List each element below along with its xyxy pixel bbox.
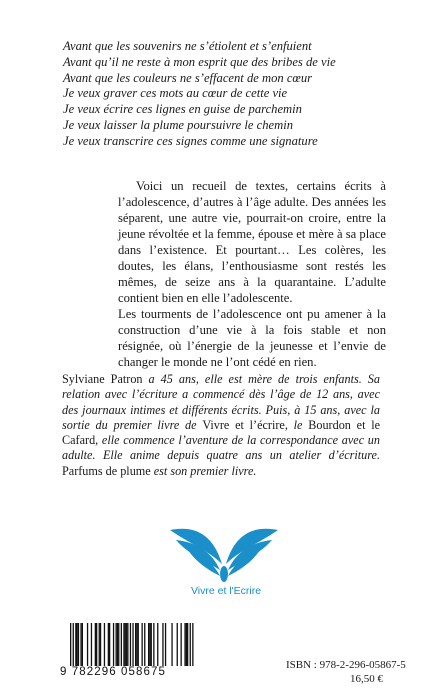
barcode-bar xyxy=(100,623,101,667)
barcode-bar xyxy=(171,623,172,667)
barcode-bar xyxy=(123,623,124,667)
barcode-bar xyxy=(75,623,76,667)
author-name: Sylviane Patron xyxy=(62,372,143,386)
poem-line: Avant qu’il ne reste à mon esprit que des bribes de vie xyxy=(63,54,336,69)
author-bio xyxy=(62,372,380,479)
barcode-bar xyxy=(87,623,88,667)
book-title: Parfums de plume xyxy=(62,463,151,478)
barcode-bar xyxy=(126,623,127,667)
barcode-bar xyxy=(109,623,110,667)
poem-line: Avant que les couleurs ne s’effacent de mon cœur xyxy=(63,70,313,85)
bio-text: a 45 ans, elle est mère de trois enfants. Sa relation avec l’écriture a commencé dès l’âge de 12 ans, avec des journaux intimes et différents écrits. Puis, à 15 ans, avec la sortie du premier livre de xyxy=(62,372,380,432)
publisher-logo-icon xyxy=(168,524,280,584)
barcode-bar xyxy=(135,623,136,667)
barcode-bar xyxy=(117,623,118,667)
barcode-bar xyxy=(142,623,143,667)
barcode-bar xyxy=(116,623,117,667)
barcode-bar xyxy=(151,623,152,667)
barcode-bar xyxy=(113,623,114,667)
barcode-bar xyxy=(138,623,139,667)
barcode-bar xyxy=(118,623,119,667)
barcode-bar xyxy=(99,623,100,667)
barcode-bar xyxy=(162,623,163,667)
barcode-bar xyxy=(77,623,78,667)
intro-paragraph: Les tourments de l’adolescence ont pu amener à la construction d’une vie à la fois stable et non résignée, où l’énergie de la jeunesse et l’envie de changer le monde ne l’ont cédé en rien. xyxy=(118,307,386,369)
barcode-bar xyxy=(181,623,182,667)
poem xyxy=(63,39,413,150)
barcode-bar xyxy=(91,623,92,667)
book-title: Bourdon et le Cafard xyxy=(62,417,381,448)
barcode-bar xyxy=(108,623,109,667)
publisher-name: Vivre et l'Ecrire xyxy=(190,585,262,597)
poem-line: Je veux laisser la plume poursuivre le chemin xyxy=(63,117,294,132)
intro-paragraph: Voici un recueil de textes, certains écrits à l’adolescence, d’autres à l’âge adulte. Des années les séparent, une autre vie, pourrait-on croire, entre la jeune révoltée et la femme, épouse et mère à sa place dans l’existence. Et pourtant… Les colères, les doutes, les élans, l’enthousiasme sont restés les mêmes, de seize ans à la quarantaine. L’adulte contient bien en elle l’adolescente. xyxy=(118,179,386,305)
barcode-bar xyxy=(104,623,105,667)
barcode-bar xyxy=(125,623,126,667)
barcode-bar xyxy=(136,623,137,667)
barcode-bar xyxy=(78,623,79,667)
poem-line: Je veux écrire ces lignes en guise de parchemin xyxy=(63,102,302,117)
barcode-number: 9 782296 058675 xyxy=(60,666,200,678)
barcode-bar xyxy=(157,623,158,667)
barcode-bar xyxy=(165,623,166,667)
barcode-bar xyxy=(82,623,83,667)
intro-text xyxy=(118,178,386,370)
poem-line: Je veux graver ces mots au cœur de cette vie xyxy=(63,86,288,101)
poem-line: Avant que les souvenirs ne s’étiolent et s’enfuient xyxy=(63,39,312,53)
bio-text: , elle commence l’aventure de la correspondance avec un adulte. Elle anime depuis quatre ans un atelier d’écriture. xyxy=(62,433,380,463)
barcode-bar xyxy=(127,623,128,667)
bio-text: est son premier livre. xyxy=(150,463,257,478)
barcode-bar xyxy=(95,623,96,667)
publisher-reference: Vivre et l’écrire xyxy=(202,417,285,432)
barcode-bar xyxy=(153,623,154,667)
barcode-bar xyxy=(148,623,149,667)
barcode-bar xyxy=(177,623,178,667)
barcode-bar xyxy=(96,623,97,667)
barcode-bar xyxy=(149,623,150,667)
barcode-bar xyxy=(184,623,185,667)
barcode-bar xyxy=(186,623,187,667)
price: 16,50 € xyxy=(350,673,383,685)
poem-line: Je veux transcrire ces signes comme une signature xyxy=(63,133,318,148)
barcode-bar xyxy=(187,623,188,667)
bio-text: , le xyxy=(284,417,309,432)
barcode-bar xyxy=(144,623,145,667)
barcode-bar xyxy=(121,623,122,667)
barcode-bar xyxy=(80,623,81,667)
isbn: ISBN : 978-2-296-05867-5 xyxy=(286,659,406,671)
